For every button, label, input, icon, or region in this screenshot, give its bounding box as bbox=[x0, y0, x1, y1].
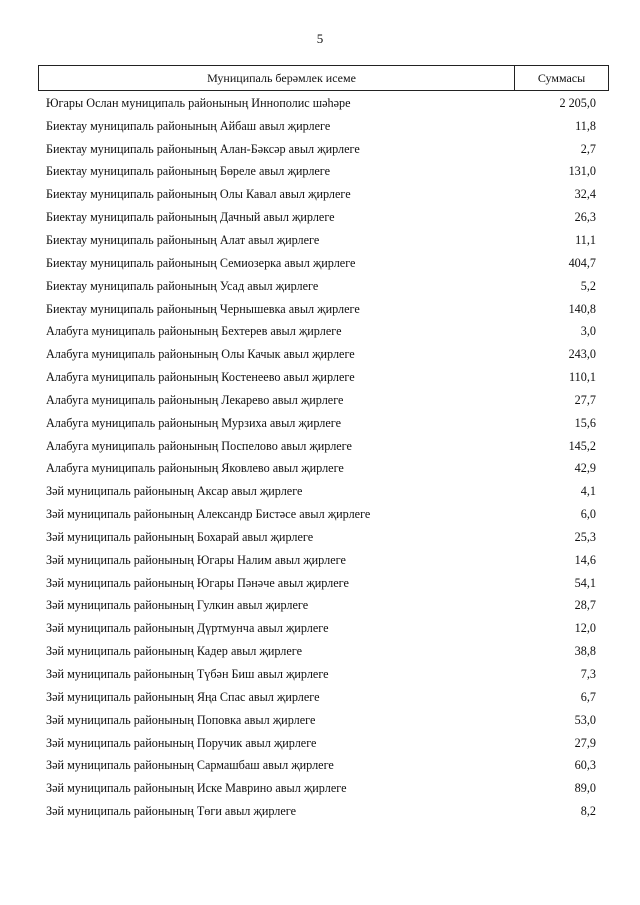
table-header bbox=[38, 65, 609, 91]
municipality-name: Биектау муниципаль районының Олы Кавал авыл җирлеге bbox=[46, 187, 351, 202]
amount-value: 11,1 bbox=[575, 232, 596, 247]
amount-value: 26,3 bbox=[574, 210, 596, 225]
municipality-name: Зәй муниципаль районының Югары Налим авыл җирлеге bbox=[46, 552, 346, 567]
table-row bbox=[46, 275, 596, 298]
municipality-name: Зәй муниципаль районының Дүртмунча авыл җирлеге bbox=[46, 621, 329, 636]
municipality-name: Зәй муниципаль районының Түбән Биш авыл җирлеге bbox=[46, 667, 329, 682]
municipality-name: Зәй муниципаль районының Төги авыл җирлеге bbox=[46, 804, 297, 819]
table-row bbox=[46, 252, 596, 275]
table-body bbox=[46, 92, 596, 823]
amount-value: 25,3 bbox=[574, 529, 596, 544]
amount-value: 12,0 bbox=[574, 621, 596, 636]
table-row bbox=[46, 549, 596, 572]
municipality-name: Биектау муниципаль районының Бөреле авыл җирлеге bbox=[46, 164, 331, 179]
municipality-name: Зәй муниципаль районының Аксар авыл җирлеге bbox=[46, 484, 303, 499]
table-row bbox=[46, 503, 596, 526]
column-header-name: Муниципаль берәмлек исеме bbox=[39, 66, 515, 90]
amount-value: 60,3 bbox=[574, 758, 596, 773]
amount-value: 28,7 bbox=[574, 598, 596, 613]
table-row bbox=[46, 458, 596, 481]
table-row bbox=[46, 138, 596, 161]
municipality-name: Зәй муниципаль районының Бохарай авыл җирлеге bbox=[46, 529, 314, 544]
amount-value: 8,2 bbox=[580, 804, 596, 819]
table-row bbox=[46, 640, 596, 663]
amount-value: 53,0 bbox=[574, 712, 596, 727]
amount-value: 11,8 bbox=[575, 118, 596, 133]
table-row bbox=[46, 754, 596, 777]
municipality-name: Алабуга муниципаль районының Лекарево авыл җирлеге bbox=[46, 392, 344, 407]
municipality-name: Югары Ослан муниципаль районының Иннополис шәһәре bbox=[46, 95, 351, 110]
municipality-name: Биектау муниципаль районының Усад авыл җирлеге bbox=[46, 278, 319, 293]
amount-value: 3,0 bbox=[580, 324, 596, 339]
municipality-name: Биектау муниципаль районының Дачный авыл җирлеге bbox=[46, 210, 335, 225]
municipality-name: Зәй муниципаль районының Гулкин авыл җирлеге bbox=[46, 598, 309, 613]
amount-value: 6,0 bbox=[580, 507, 596, 522]
table-row bbox=[46, 435, 596, 458]
column-header-sum: Суммасы bbox=[537, 70, 586, 85]
amount-value: 54,1 bbox=[574, 575, 596, 590]
table-row bbox=[46, 183, 596, 206]
table-row bbox=[46, 800, 596, 823]
amount-value: 7,3 bbox=[580, 667, 596, 682]
page-number: 5 bbox=[316, 31, 324, 46]
amount-value: 32,4 bbox=[574, 187, 596, 202]
municipality-name: Зәй муниципаль районының Яңа Спас авыл җирлеге bbox=[46, 689, 320, 704]
amount-value: 27,7 bbox=[574, 392, 596, 407]
table-row bbox=[46, 617, 596, 640]
amount-value: 2,7 bbox=[580, 141, 596, 156]
amount-value: 131,0 bbox=[568, 164, 596, 179]
municipality-name: Зәй муниципаль районының Иске Маврино авыл җирлеге bbox=[46, 781, 347, 796]
table-row bbox=[46, 298, 596, 321]
table-row bbox=[46, 92, 596, 115]
municipality-name: Биектау муниципаль районының Чернышевка авыл җирлеге bbox=[46, 301, 360, 316]
table-row bbox=[46, 480, 596, 503]
municipality-name: Алабуга муниципаль районының Олы Качык авыл җирлеге bbox=[46, 347, 355, 362]
amount-value: 14,6 bbox=[574, 552, 596, 567]
municipality-name: Зәй муниципаль районының Поповка авыл җирлеге bbox=[46, 712, 316, 727]
amount-value: 27,9 bbox=[574, 735, 596, 750]
amount-value: 140,8 bbox=[568, 301, 596, 316]
amount-value: 110,1 bbox=[569, 370, 596, 385]
municipality-name: Биектау муниципаль районының Айбаш авыл җирлеге bbox=[46, 118, 331, 133]
table-row bbox=[46, 229, 596, 252]
municipality-name: Алабуга муниципаль районының Костенеево авыл җирлеге bbox=[46, 370, 355, 385]
table-row bbox=[46, 389, 596, 412]
municipality-name: Алабуга муниципаль районының Мурзиха авыл җирлеге bbox=[46, 415, 341, 430]
table-row bbox=[46, 595, 596, 618]
municipality-name: Зәй муниципаль районының Югары Пәнәче авыл җирлеге bbox=[46, 575, 349, 590]
amount-value: 5,2 bbox=[580, 278, 596, 293]
amount-value: 42,9 bbox=[574, 461, 596, 476]
municipality-name: Биектау муниципаль районының Алан-Бәксәр авыл җирлеге bbox=[46, 141, 360, 156]
amount-value: 89,0 bbox=[574, 781, 596, 796]
table-row bbox=[46, 412, 596, 435]
municipality-name: Биектау муниципаль районының Алат авыл җирлеге bbox=[46, 232, 320, 247]
amount-value: 38,8 bbox=[574, 644, 596, 659]
municipality-name: Зәй муниципаль районының Кадер авыл җирлеге bbox=[46, 644, 303, 659]
table-row bbox=[46, 732, 596, 755]
table-row bbox=[46, 777, 596, 800]
table-row bbox=[46, 366, 596, 389]
table-row bbox=[46, 161, 596, 184]
municipality-name: Зәй муниципаль районының Александр Бистәсе авыл җирлеге bbox=[46, 507, 371, 522]
table-row bbox=[46, 320, 596, 343]
municipality-name: Алабуга муниципаль районының Поспелово авыл җирлеге bbox=[46, 438, 352, 453]
table-row bbox=[46, 686, 596, 709]
amount-value: 145,2 bbox=[568, 438, 596, 453]
amount-value: 6,7 bbox=[580, 689, 596, 704]
amount-value: 15,6 bbox=[574, 415, 596, 430]
table-row bbox=[46, 572, 596, 595]
table-row bbox=[46, 526, 596, 549]
municipality-name: Зәй муниципаль районының Поручик авыл җирлеге bbox=[46, 735, 317, 750]
amount-value: 2 205,0 bbox=[559, 95, 596, 110]
municipality-name: Алабуга муниципаль районының Яковлево авыл җирлеге bbox=[46, 461, 344, 476]
table-row bbox=[46, 663, 596, 686]
municipality-name: Алабуга муниципаль районының Бехтерев авыл җирлеге bbox=[46, 324, 342, 339]
amount-value: 243,0 bbox=[568, 347, 596, 362]
municipality-name: Зәй муниципаль районының Сармашбаш авыл җирлеге bbox=[46, 758, 334, 773]
table-row bbox=[46, 206, 596, 229]
amount-value: 4,1 bbox=[580, 484, 596, 499]
municipality-name: Биектау муниципаль районының Семиозерка авыл җирлеге bbox=[46, 255, 356, 270]
table-row bbox=[46, 709, 596, 732]
table-row bbox=[46, 343, 596, 366]
table-row bbox=[46, 115, 596, 138]
amount-value: 404,7 bbox=[568, 255, 596, 270]
